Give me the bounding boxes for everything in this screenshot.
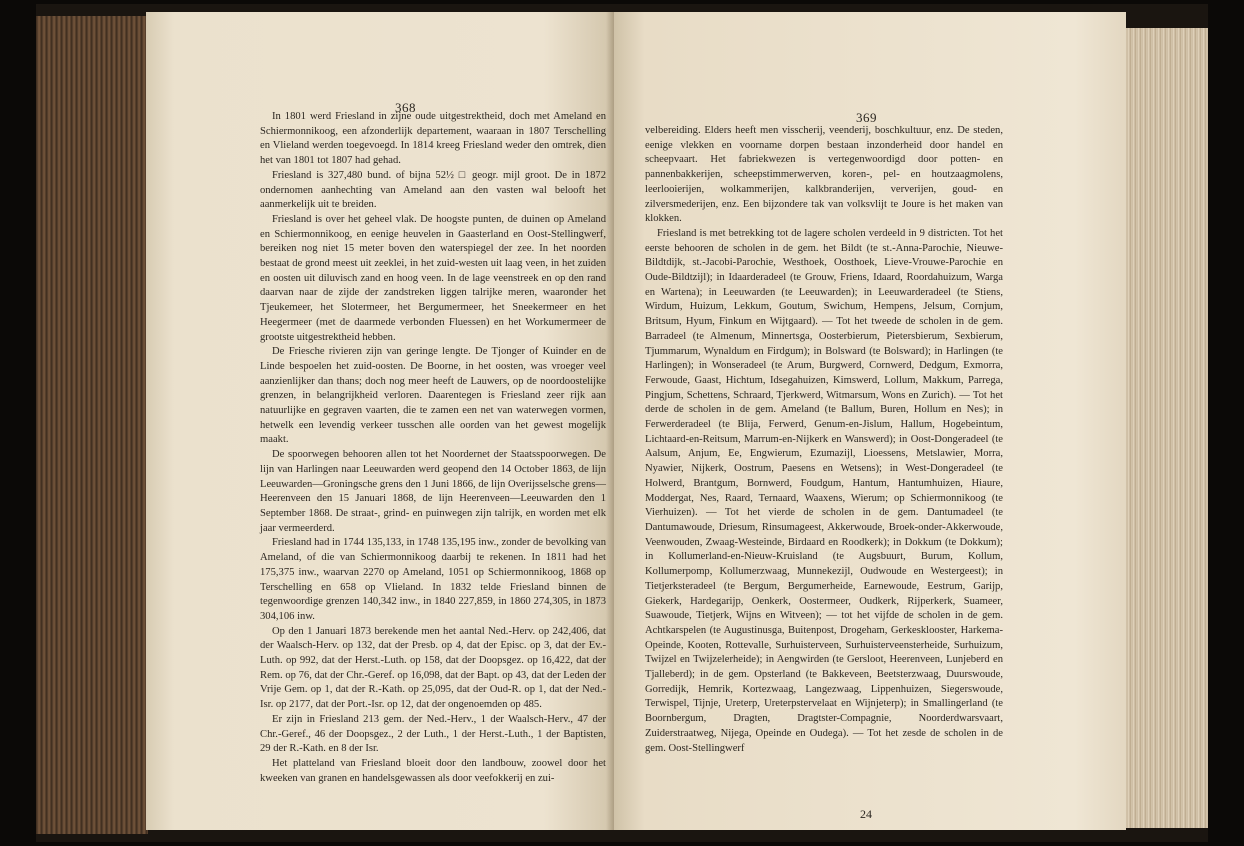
page-number: 369	[856, 110, 877, 125]
paragraph: De Friesche rivieren zijn van geringe lengte. De Tjonger of Kuinder en de Linde bespoelen het zuid-oosten. De Boorne, in het oosten, was vroeger veel aanzienlijker dan thans; doch nog meer heeft de Lauwers, op de noordoostelijke grenzen, in belangrijkheid verloren. Daarentegen is Friesland zeer rijk aan natuurlijke en gegraven vaarten, die te zamen een net van waterwegen vormen, hetwelk een levendig verkeer tusschen alle oorden van het gewest mogelijk maakt.	[260, 346, 606, 446]
paragraph: Friesland is met betrekking tot de lagere scholen verdeeld in 9 districten. Tot het eerste behooren de scholen in de gem. het Bildt (te st.-Anna-Parochie, Nieuwe-Bildtdijk, st.-Jacobi-Parochie, Westhoek, Oosthoek, Lieve-Vrouwe-Parochie en Oude-Bildtzijl); in Idaarderadeel (te Grouw, Friens, Idaard, Roordahuizum, Warga en Wartena); in Leeuwarden (te Leeuwarden); in Leeuwarderadeel (te Stiens, Wirdum, Huizum, Lekkum, Goutum, Swichum, Hempens, Jelsum, Cornjum, Britsum, Hyum, Finkum en Wijtgaard). — Tot het tweede de scholen in de gem. Barradeel (te Almenum, Minnertsga, Oosterbierum, Pietersbierum, Sexbierum, Tjummarum, Wynaldum en Firdgum); in Bolsward (te Bolsward); in Harlingen (te Harlingen); in Wonseradeel (te Arum, Burgwerd, Cornwerd, Dedgum, Exmorra, Ferwoude, Gaast, Hichtum, Idsegahuizen, Kimswerd, Lollum, Makkum, Parrega, Pingjum, Schettens, Schraard, Tjerkwerd, Witmarsum, Wons en Zurich). — Tot het derde de scholen in de gem. Ameland (te Ballum, Buren, Hollum en Nes); in Ferwerderadeel (te Blija, Ferwerd, Genum-en-Jislum, Hallum, Hogebeintum, Lichtaard-en-Reitsum, Marrum-en-Nijkerk en Wanswerd); in Oost-Dongeradeel (te Aalsum, Anjum, Ee, Engwierum, Ezumazijl, Lioessens, Metslawier, Morra, Nyawier, Nijkerk, Oostrum, Paesens en Wetsens); in West-Dongeradeel (te Holwerd, Brantgum, Bornwerd, Foudgum, Hantum, Hantumhuizen, Hiaure, Moddergat, Nes, Raard, Ternaard, Waaxens, Wierum; op Schiermonnikoog (te Vierhuizen). — Tot het vierde de scholen in de gem. Dantumadeel (te Dantumawoude, Driesum, Rinsumageest, Akkerwoude, Broek-onder-Akkerwoude, Veenwouden, Zwaag-Westeinde, Birdaard en Roodkerk); in Dokkum (te Dokkum); in Kollumerland-en-Nieuw-Kruisland (te Augsbuurt, Burum, Kollum, Kollumerpomp, Kollumerzwaag, Munnekezijl, Oudwoude en Westergeest); in Tietjerksteradeel (te Bergum, Bergumerheide, Earnewoude, Eestrum, Garijp, Giekerk, Hardegarijp, Oenkerk, Oostermeer, Oudkerk, Rijperkerk, Suameer, Suawoude, Tietjerk, Wijns en Witveen); — tot het vijfde de scholen in de gem. Achtkarspelen (te Augustinusga, Buitenpost, Drogeham, Gerkesklooster, Harkema-Opeinde, Kooten, Rottevalle, Surhuisterveen, Surhuisterveensterheide, Surhuizum, Twijzel en Twijzelerheide); in Aengwirden (te Gersloot, Heerenveen, Lunjeberd en Tjalleberd); in de gem. Opsterland (te Bakkeveen, Beetsterzwaag, Duurswoude, Gorredijk, Hemrik, Kortezwaag, Langezwaag, Lippenhuizen, Siegerswoude, Terwispel, Tijnje, Ureterp, Ureterpstervelaat en Wijnjeterp); in Smallingerland (te Boornbergum, Dragten, Dragtster-Compagnie, Noorderdwarsvaart, Zuiderstraatweg, Nijega, Opeinde en Oudega). — Tot het zesde de scholen in de gem. Oost-Stellingwerf	[645, 227, 1003, 754]
paragraph: Friesland is over het geheel vlak. De hoogste punten, de duinen op Ameland en Schiermonnikoog, en eenige heuvelen in Gaasterland en Oost-Stellingwerf, bereiken nog niet 15 meter boven den waterspiegel der zee. In het noorden bestaat de grond meest uit zeeklei, in het zuid-westen uit laag veen, in het zuiden en oosten uit diluvisch zand en hoog veen. In de lage veenstreek en op den rand daarvan naar de zijde der zandstreken liggen talrijke meren, waaronder het Tjeukemeer, het Slotermeer, het Bergumermeer, het Sneekermeer en het Heegermeer (met de daarmede verbonden Fluessen) en het Workumermeer de grootste uitgestrektheid hebben.	[260, 213, 606, 343]
page-edges-left	[36, 16, 148, 834]
left-page	[146, 12, 614, 830]
paragraph: velbereiding. Elders heeft men visscherij, veenderij, boschkultuur, enz. De steden, eenige vlekken en voorname dorpen bestaan inzonderheid door handel en scheepvaart. Het fabriekwezen is vertegenwoordigd door potten- en pannenbakkerijen, scheepstimmerwerven, koren-, pel- en houtzaagmolens, leerlooierijen, wolkammerijen, kalkbranderijen, ververijen, goud- en zilversmederijen, enz. Een bijzondere tak van volksvlijt te Joure is het maken van klokken.	[645, 125, 1003, 225]
paragraph: Friesland is 327,480 bund. of bijna 52½ □ geogr. mijl groot. De in 1872 ondernomen aanhechting van Ameland aan den vasten wal belooft het aanmerkelijk uit te breiden.	[260, 169, 606, 211]
page-number: 368	[395, 100, 416, 115]
paragraph: Friesland had in 1744 135,133, in 1748 135,195 inw., zonder de bevolking van Ameland, of die van Schiermonnikoog daarbij te rekenen. In 1811 had het 175,375 inw., waarvan 2270 op Ameland, 1051 op Schiermonnikoog, 1868 op Terschelling en 658 op Vlieland. In 1832 telde Friesland binnen de tegenwoordige grenzen 140,342 inw., in 1840 227,859, in 1860 274,305, in 1873 304,106 inw.	[260, 537, 606, 622]
paragraph: Het platteland van Friesland bloeit door den landbouw, zoowel door het kweeken van granen en handelsgewassen als door veefokkerij en zui-	[260, 757, 606, 784]
book-spread	[36, 4, 1208, 842]
paragraph: De spoorwegen behooren allen tot het Noordernet der Staatsspoorwegen. De lijn van Harlingen naar Leeuwarden werd geopend den 14 October 1863, de lijn Leeuwarden—Groningsche grens den 1 Juni 1866, de lijn Overijsselsche grens—Heerenveen den 15 Januari 1868, de lijn Heerenveen—Leeuwarden den 1 September 1868. De straat-, grind- en puinwegen zijn talrijk, en worden met elk jaar vermeerderd.	[260, 449, 606, 534]
paragraph: Er zijn in Friesland 213 gem. der Ned.-Herv., 1 der Waalsch-Herv., 47 der Chr.-Geref., 46 der Doopsgez., 2 der Luth., 1 der Herst.-Luth., 1 der Baptisten, 29 der R.-Kath. en 8 der Isr.	[260, 713, 606, 755]
body-text	[645, 124, 1003, 756]
signature-mark: 24	[860, 807, 872, 821]
page-edges-right	[1122, 28, 1208, 828]
paragraph: In 1801 werd Friesland in zijne oude uitgestrektheid, doch met Ameland en Schiermonnikoog, een afzonderlijk departement, waaraan in 1807 Terschelling en Vlieland werden toegevoegd. In 1814 kreeg Friesland weder den omtrek, dien het van 1801 tot 1807 had gehad.	[260, 111, 606, 167]
paragraph: Op den 1 Januari 1873 berekende men het aantal Ned.-Herv. op 242,406, dat der Waalsch-Herv. op 132, dat der Presb. op 4, dat der Episc. op 3, dat der Ev.-Luth. op 992, dat der Herst.-Luth. op 158, dat der Doopsgez. op 16,422, dat der Rem. op 76, dat der Chr.-Geref. op 16,098, dat der Bapt. op 43, dat der Leden der Vrije Gem. op 1, dat der R.-Kath. op 25,095, dat der Oud-R. op 1, dat der Ned.-Isr. op 2177, dat der Port.-Isr. op 12, dat der ongenoemden op 485.	[260, 625, 606, 711]
body-text	[260, 110, 606, 786]
right-page	[614, 12, 1126, 830]
